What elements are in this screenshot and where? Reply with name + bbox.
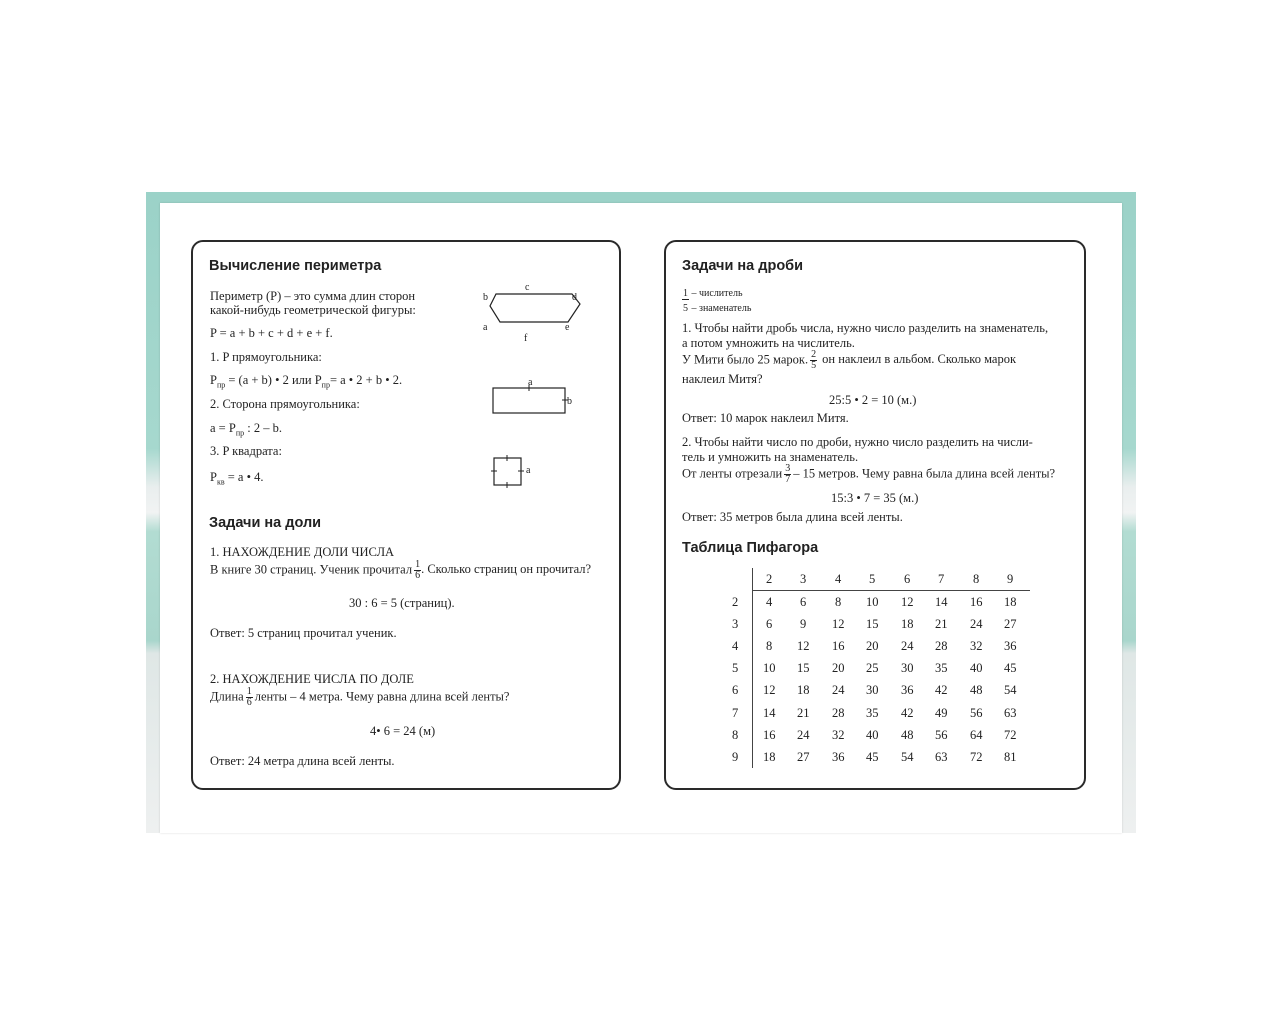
table-cell: 21 (935, 617, 948, 632)
table-row-label: 2 (732, 595, 739, 609)
table-cell: 28 (832, 705, 845, 720)
table-cell: 18 (797, 683, 810, 698)
table-cell: 63 (935, 749, 948, 764)
table-cell: 14 (763, 705, 776, 720)
table-cell: 16 (763, 727, 776, 742)
table-cell: 15 (866, 617, 879, 632)
rectangle-side-heading: 2. Сторона прямоугольника: (210, 397, 360, 411)
table-cell: 21 (797, 705, 810, 720)
fractions-answer-2: Ответ: 35 метров была длина всей ленты. (682, 510, 903, 524)
table-row-label: 9 (732, 749, 739, 764)
shares-subheading-1: 1. НАХОЖДЕНИЕ ДОЛИ ЧИСЛА (210, 545, 395, 559)
table-header-cell: 2 (766, 572, 773, 586)
fraction-two-fifths: $\frac{2}{5}$ (811, 349, 817, 371)
hexagon-label-c: c (525, 282, 530, 293)
fractions-calc-2: 15:3 • 7 = 35 (м.) (831, 491, 919, 505)
table-cell: 12 (832, 617, 845, 632)
fraction-legend: 1 – числитель 5 – знаменатель (683, 288, 752, 314)
table-cell: 8 (766, 639, 773, 654)
hexagon-label-a: a (483, 322, 488, 333)
table-row-label: 4 (732, 639, 739, 654)
table-horizontal-rule (752, 590, 1030, 591)
hexagon-label-d: d (572, 292, 577, 303)
table-cell: 20 (832, 661, 845, 676)
fractions-task-1-line2: наклеил Митя? (682, 372, 763, 386)
table-cell: 16 (970, 595, 983, 609)
square-perimeter-heading: 3. P квадрата: (210, 444, 282, 458)
pythagoras-table (718, 568, 1030, 768)
table-row-label: 5 (732, 661, 739, 676)
shares-answer-1: Ответ: 5 страниц прочитал ученик. (210, 626, 397, 640)
table-cell: 20 (866, 639, 879, 654)
perimeter-definition-line2: какой-нибудь геометрической фигуры: (210, 303, 416, 317)
table-cell: 10 (866, 595, 879, 609)
rectangle-perimeter-formula: $P_{пр} = (a + b)$ • 2 или $P_{пр}= a$ • 2 + b • 2. (210, 373, 403, 390)
table-cell: 35 (866, 705, 879, 720)
table-cell: 56 (935, 727, 948, 742)
table-cell: 18 (901, 617, 914, 632)
table-vertical-rule (752, 568, 753, 768)
table-cell: 36 (832, 749, 845, 764)
fractions-task-2: От ленты отрезали $\frac{3}{7}$ – 15 метров. Чему равна была длина всей ленты? (682, 463, 1056, 485)
table-cell: 24 (970, 617, 983, 632)
table-cell: 24 (797, 727, 810, 742)
square-figure (490, 455, 540, 490)
perimeter-definition-line1: Периметр (P) – это сумма длин сторон (210, 289, 416, 303)
table-cell: 45 (1004, 661, 1017, 676)
pythagoras-title: Таблица Пифагора (682, 540, 819, 556)
table-header-cell: 5 (869, 572, 876, 586)
table-cell: 56 (970, 705, 983, 720)
table-cell: 27 (797, 749, 810, 764)
fractions-title: Задачи на дроби (682, 258, 804, 274)
table-cell: 18 (763, 749, 776, 764)
square-perimeter-formula: $P_{кв} = a$ • 4. (210, 470, 264, 487)
table-cell: 49 (935, 705, 948, 720)
table-cell: 6 (766, 617, 773, 632)
table-cell: 15 (797, 661, 810, 676)
hexagon-label-f: f (524, 333, 528, 344)
shares-title: Задачи на доли (209, 515, 322, 531)
shares-task-2: Длина $\frac{1}{6}$ ленты – 4 метра. Чему равна длина всей ленты? (210, 686, 510, 708)
table-cell: 9 (800, 617, 807, 632)
table-cell: 35 (935, 661, 948, 676)
table-cell: 12 (901, 595, 914, 609)
table-cell: 24 (832, 683, 845, 698)
rectangle-label-a: a (528, 377, 533, 388)
table-cell: 42 (935, 683, 948, 698)
rectangle-side-formula: $a = P_{пр}$ : 2 – b. (210, 421, 282, 438)
rectangle-label-b: b (567, 396, 572, 407)
table-cell: 12 (763, 683, 776, 698)
table-cell: 42 (901, 705, 914, 720)
shares-calc-1: 30 : 6 = 5 (страниц). (349, 596, 455, 610)
table-cell: 16 (832, 639, 845, 654)
rectangle-perimeter-heading: 1. P прямоугольника: (210, 350, 322, 364)
table-header-cell: 3 (800, 572, 807, 586)
fractions-rule-2-line2: тель и умножить на знаменатель. (682, 450, 859, 464)
table-cell: 30 (901, 661, 914, 676)
table-header-cell: 6 (904, 572, 911, 586)
table-row-label: 7 (732, 705, 739, 720)
table-cell: 40 (866, 727, 879, 742)
table-cell: 40 (970, 661, 983, 676)
fractions-answer-1: Ответ: 10 марок наклеил Митя. (682, 411, 849, 425)
table-row-label: 3 (732, 617, 739, 632)
square-label-a: a (526, 465, 531, 476)
table-cell: 36 (1004, 639, 1017, 654)
fractions-rule-1-line1: 1. Чтобы найти дробь числа, нужно число разделить на знаменатель, (682, 321, 1049, 335)
fraction-one-sixth: $\frac{1}{6}$ (415, 559, 421, 581)
table-cell: 24 (901, 639, 914, 654)
table-row-label: 8 (732, 727, 739, 742)
table-cell: 81 (1004, 749, 1017, 764)
fraction-one-sixth-2: $\frac{1}{6}$ (246, 686, 252, 708)
fraction-three-sevenths: $\frac{3}{7}$ (785, 463, 791, 485)
shares-task-1: В книге 30 страниц. Ученик прочитал $\frac{1}{6}$ . Сколько страниц он прочитал? (210, 559, 592, 581)
table-cell: 36 (901, 683, 914, 698)
table-header-cell: 9 (1007, 572, 1014, 586)
hexagon-label-b: b (483, 292, 488, 303)
table-cell: 18 (1004, 595, 1017, 609)
table-cell: 8 (835, 595, 842, 609)
shares-subheading-2: 2. НАХОЖДЕНИЕ ЧИСЛА ПО ДОЛЕ (210, 672, 414, 686)
table-cell: 12 (797, 639, 810, 654)
table-cell: 32 (832, 727, 845, 742)
table-cell: 27 (1004, 617, 1017, 632)
table-cell: 45 (866, 749, 879, 764)
table-cell: 6 (800, 595, 807, 609)
table-cell: 63 (1004, 705, 1017, 720)
table-cell: 32 (970, 639, 983, 654)
hexagon-figure (480, 280, 584, 344)
fractions-calc-1: 25:5 • 2 = 10 (м.) (829, 393, 917, 407)
table-cell: 30 (866, 683, 879, 698)
perimeter-title: Вычисление периметра (209, 258, 382, 274)
table-cell: 54 (901, 749, 914, 764)
rectangle-figure (488, 374, 578, 416)
table-cell: 48 (901, 727, 914, 742)
table-cell: 48 (970, 683, 983, 698)
table-header-cell: 4 (835, 572, 842, 586)
fractions-rule-2-line1: 2. Чтобы найти число по дроби, нужно число разделить на числи- (682, 435, 1033, 449)
table-header-cell: 7 (938, 572, 945, 586)
shares-answer-2: Ответ: 24 метра длина всей ленты. (210, 754, 395, 768)
table-cell: 28 (935, 639, 948, 654)
table-cell: 72 (1004, 727, 1017, 742)
table-cell: 72 (970, 749, 983, 764)
table-cell: 10 (763, 661, 776, 676)
table-header-cell: 8 (973, 572, 980, 586)
shares-calc-2: 4• 6 = 24 (м) (370, 724, 436, 738)
table-cell: 14 (935, 595, 948, 609)
table-row-label: 6 (732, 683, 739, 698)
hexagon-label-e: e (565, 322, 570, 333)
perimeter-formula: P = a + b + c + d + e + f. (210, 326, 333, 340)
table-cell: 64 (970, 727, 983, 742)
table-cell: 25 (866, 661, 879, 676)
table-cell: 54 (1004, 683, 1017, 698)
fractions-rule-1-line2: а потом умножить на числитель. (682, 336, 855, 350)
table-cell: 4 (766, 595, 773, 609)
fractions-task-1: У Мити было 25 марок. $\frac{2}{5}$ он наклеил в альбом. Сколько марок (682, 349, 1017, 371)
